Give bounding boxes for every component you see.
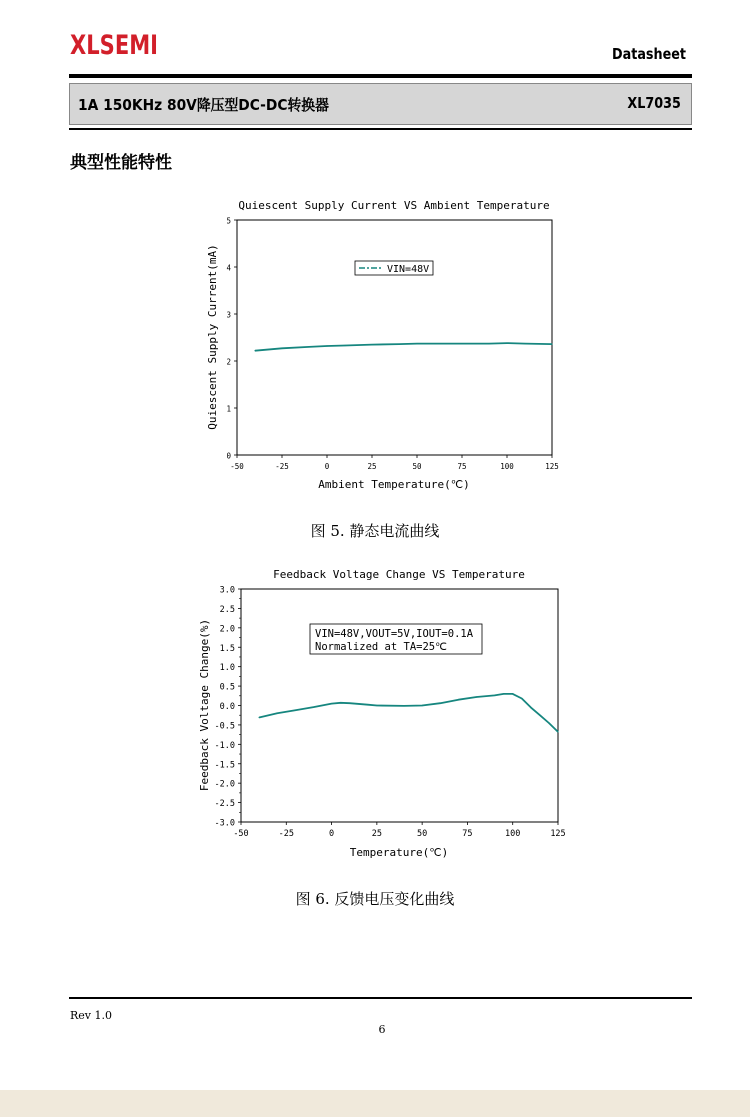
legend-label: VIN=48V (387, 264, 430, 275)
data-point (506, 343, 507, 344)
data-point (344, 345, 345, 346)
data-point (331, 703, 332, 704)
x-tick-label: 125 (550, 829, 566, 839)
annotation-line-1: VIN=48V,VOUT=5V,IOUT=0.1A (315, 628, 474, 640)
data-point (539, 715, 540, 716)
section-heading: 典型性能特性 (70, 153, 172, 173)
data-point (367, 704, 368, 705)
data-point (295, 710, 296, 711)
data-point (422, 705, 423, 706)
footer-rule (69, 997, 692, 999)
data-point (458, 699, 459, 700)
data-point (340, 702, 341, 703)
page-number: 6 (378, 1023, 386, 1036)
quiescent-current-chart (0, 190, 750, 500)
x-axis-label: Temperature(℃) (349, 846, 449, 859)
y-tick-label: -1.0 (214, 740, 235, 751)
data-point (277, 713, 278, 714)
data-point (398, 344, 399, 345)
figure-6-caption: 图 6. 反馈电压变化曲线 (295, 890, 455, 908)
y-tick-label: 2 (226, 357, 231, 367)
y-tick-label: -1.5 (214, 760, 235, 771)
chart-legend (355, 261, 433, 275)
page-bottom-band (0, 1090, 750, 1117)
y-tick-label: -2.0 (214, 779, 235, 790)
y-tick-label: 0 (226, 451, 231, 461)
plot-area (237, 220, 552, 455)
x-tick-label: 100 (505, 829, 521, 839)
data-point (371, 344, 372, 345)
data-point (521, 698, 522, 699)
x-tick-label: -50 (230, 462, 244, 471)
chart-axes (234, 220, 552, 458)
chart-title: Feedback Voltage Change VS Temperature (273, 568, 525, 581)
data-point (308, 346, 309, 347)
y-axis-label: Feedback Voltage Change(%) (198, 618, 211, 792)
y-tick-label: 5 (226, 216, 231, 226)
chart-annotation (310, 624, 482, 654)
data-point (259, 717, 260, 718)
revision-label: Rev 1.0 (70, 1009, 112, 1022)
data-point (281, 348, 282, 349)
x-tick-label: -25 (275, 462, 289, 471)
data-point (551, 344, 552, 345)
x-tick-label: 25 (371, 829, 382, 839)
y-tick-label: 1.0 (219, 663, 235, 674)
title-bar (69, 83, 692, 125)
data-point (494, 695, 495, 696)
data-point (376, 705, 377, 706)
y-tick-label: 0.5 (219, 682, 235, 693)
y-tick-label: -3.0 (214, 818, 235, 829)
data-point (440, 703, 441, 704)
y-tick-label: -0.5 (214, 721, 235, 732)
data-point (254, 350, 255, 351)
part-number: XL7035 (627, 94, 681, 112)
company-logo: XLSEMI (70, 30, 159, 61)
data-point (488, 343, 489, 344)
data-point (434, 343, 435, 344)
y-tick-label: 1.5 (219, 643, 235, 654)
data-point (530, 707, 531, 708)
data-point (349, 703, 350, 704)
data-point (503, 693, 504, 694)
data-point (557, 731, 558, 732)
annotation-line-2: Normalized at TA=25℃ (315, 641, 447, 653)
y-tick-label: 2.5 (219, 604, 235, 615)
x-tick-label: 50 (417, 829, 428, 839)
data-point (313, 707, 314, 708)
y-tick-label: 3 (226, 310, 231, 320)
x-axis-label: Ambient Temperature(℃) (318, 478, 470, 491)
data-point (403, 705, 404, 706)
data-point (524, 343, 525, 344)
x-tick-label: 75 (462, 829, 473, 839)
x-tick-label: 0 (329, 829, 335, 839)
data-point (461, 343, 462, 344)
x-tick-label: 0 (324, 462, 330, 471)
data-point (476, 696, 477, 697)
x-tick-label: -25 (278, 829, 294, 839)
x-tick-label: -50 (233, 829, 249, 839)
data-point (326, 345, 327, 346)
chart-title: Quiescent Supply Current VS Ambient Temperature (238, 199, 550, 212)
x-tick-label: 50 (412, 462, 422, 471)
y-tick-label: 2.0 (219, 624, 235, 635)
document-title: 1A 150KHz 80V降压型DC-DC转换器 (78, 96, 329, 114)
x-tick-label: 100 (500, 462, 514, 471)
title-underline (69, 128, 692, 130)
y-tick-label: 3.0 (219, 585, 235, 596)
feedback-voltage-chart (0, 560, 750, 870)
y-tick-label: 1 (226, 404, 231, 414)
figure-5-caption: 图 5. 静态电流曲线 (310, 522, 440, 540)
data-point (548, 722, 549, 723)
header-rule (69, 74, 692, 78)
y-tick-label: 4 (226, 263, 231, 273)
doc-type-label: Datasheet (612, 45, 686, 63)
x-tick-label: 75 (457, 462, 467, 471)
y-tick-label: -2.5 (214, 799, 235, 810)
x-tick-label: 25 (367, 462, 377, 471)
y-axis-label: Quiescent Supply Current(mA) (206, 244, 219, 430)
data-point (512, 693, 513, 694)
y-tick-label: 0.0 (219, 702, 235, 712)
x-tick-label: 125 (545, 462, 559, 471)
data-point (416, 343, 417, 344)
